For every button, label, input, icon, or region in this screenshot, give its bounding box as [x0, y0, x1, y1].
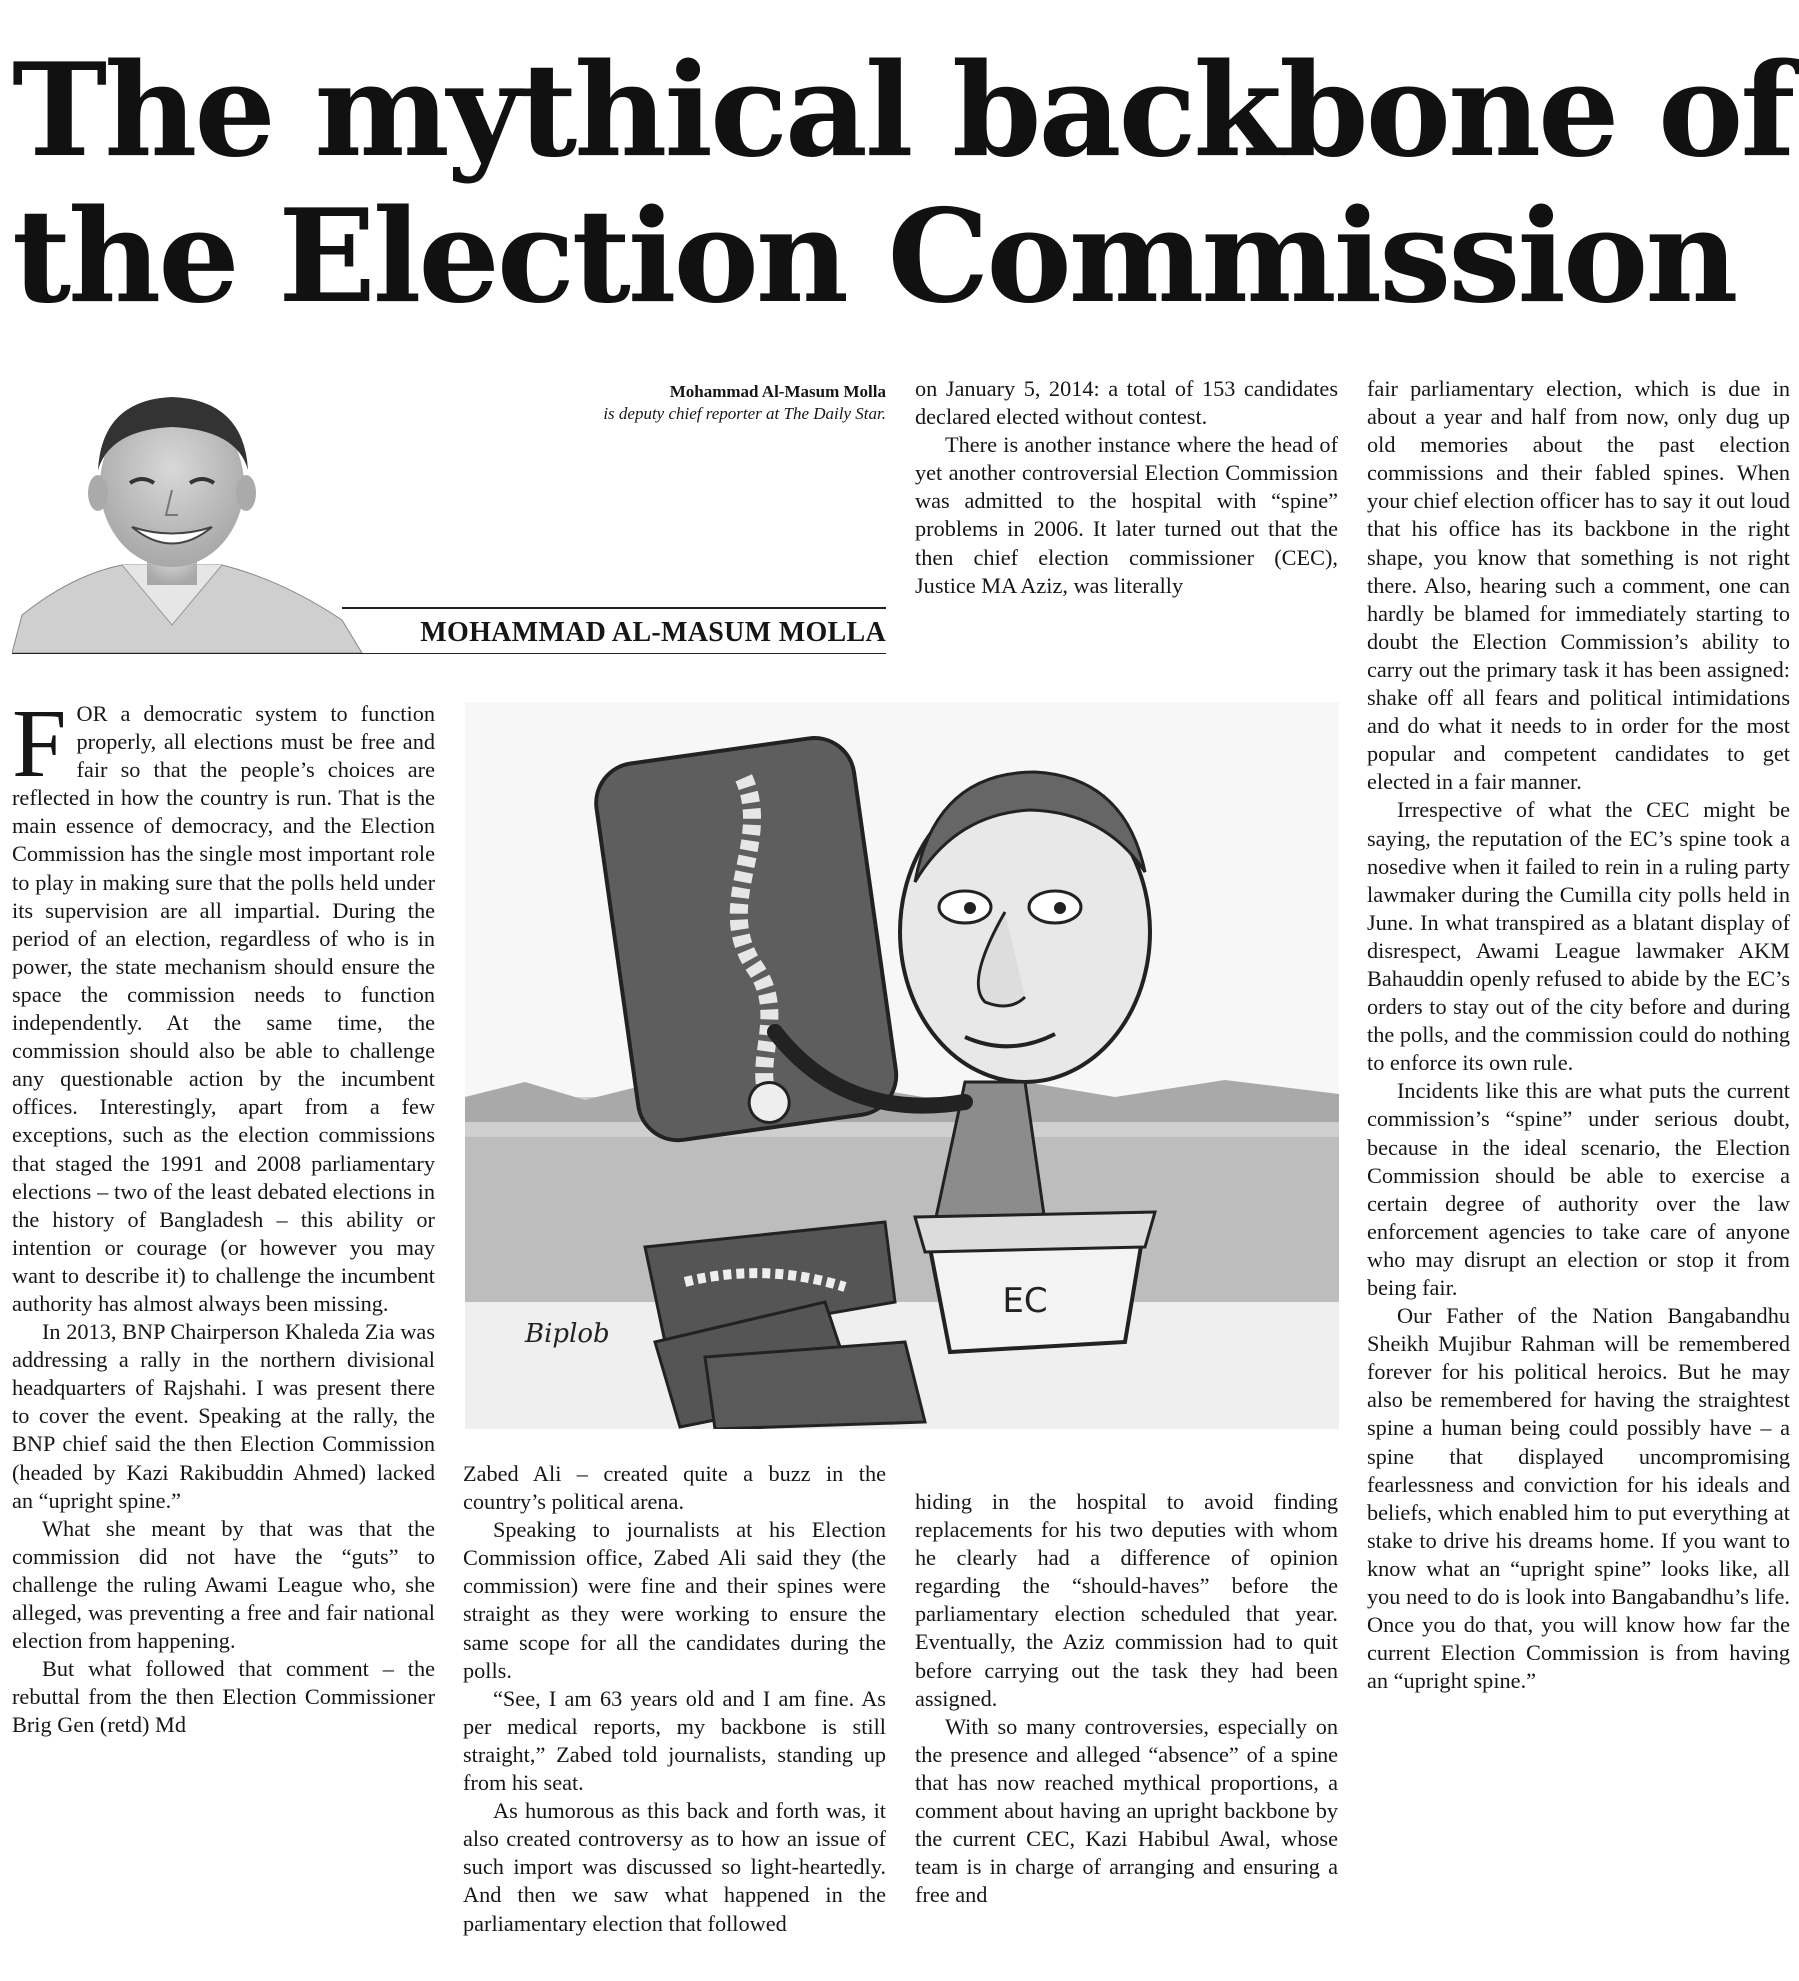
headline	[12, 38, 1792, 330]
author-portrait	[12, 375, 372, 653]
column-3-bottom	[915, 1488, 1338, 1909]
ballot-box-label: EC	[1002, 1281, 1048, 1321]
author-description: is deputy chief reporter at The Daily Star.	[603, 404, 886, 423]
paragraph: Zabed Ali – created quite a buzz in the country’s political arena.	[463, 1461, 886, 1515]
author-name: Mohammad Al-Masum Molla	[669, 382, 886, 401]
column-2	[463, 1460, 886, 1938]
caricature-head	[900, 772, 1150, 1082]
author-block	[12, 375, 886, 655]
paragraph: on January 5, 2014: a total of 153 candidates declared elected without contest.	[915, 376, 1338, 430]
headline-line-2: the Election Commission	[12, 182, 1736, 332]
paragraph: Our Father of the Nation Bangabandhu Sheikh Mujibur Rahman will be remembered forever for his political heroics. But he may also be remembered for having the straightest spine a human being could possibly have – a spine that displayed uncompromising fearlessness and conviction for his ideals and beliefs, which enabled him to put everything at stake to drive his dreams home. If you want to know what an “upright spine” looks like, all you need to do is look into Bangabandhu’s life. Once you do that, you will know how far the current Election Commission is from having an “upright spine.”	[1367, 1303, 1790, 1694]
paragraph: Incidents like this are what puts the current commission’s “spine” under serious doubt, because in the ideal scenario, the Election Commission should be able to exercise a certain degree of authority over the law enforcement agencies to take care of anyone who may disrupt an election or stop it from being fair.	[1367, 1078, 1790, 1300]
column-4	[1367, 375, 1790, 1695]
paragraph: “See, I am 63 years old and I am fine. As per medical reports, my backbone is still straight,” Zabed told journalists, standing up from his seat.	[463, 1685, 886, 1796]
headline-line-1: The mythical backbone of	[12, 36, 1793, 186]
editorial-cartoon	[465, 702, 1339, 1429]
paragraph: hiding in the hospital to avoid finding replacements for his two deputies with whom he clearly had a difference of opinion regarding the “should-haves” before the parliamentary election scheduled that year. Eventually, the Aziz commission had to quit before carrying out the task they had been assigned.	[915, 1489, 1338, 1711]
paragraph: What she meant by that was that the commission did not have the “guts” to challenge the ruling Awami League who, she alleged, was preventing a free and fair national election from happening.	[12, 1515, 435, 1654]
byline-divider	[12, 653, 886, 654]
xray-board	[591, 733, 901, 1145]
dropcap: F	[12, 690, 67, 798]
paragraph: With so many controversies, especially on the presence and alleged “absence” of a spine that has now reached mythical proportions, a comment about having an upright backbone by the current CEC, Kazi Habibul Awal, whose team is in charge of arranging and ensuring a free and	[915, 1713, 1338, 1908]
byline-rule	[342, 607, 886, 609]
paragraph: There is another instance where the head of yet another controversial Election Commission was admitted to the hospital with “spine” problems in 2006. It later turned out that the then chief election commissioner (CEC), Justice MA Aziz, was literally	[915, 432, 1338, 598]
paragraph	[12, 690, 435, 1318]
paragraph: Irrespective of what the CEC might be saying, the reputation of the EC’s spine took a nosedive when it failed to rein in a ruling party lawmaker during the Cumilla city polls held in June. In what transpired as a blatant display of disrespect, Awami League lawmaker AKM Bahauddin openly refused to abide by the EC’s orders to stay out of the city before and during the polls, and the commission could do nothing to enforce its own rule.	[1367, 797, 1790, 1076]
paragraph-text: OR a democratic system to function properly, all elections must be free and fair so that the people’s choices are reflected in how the country is run. That is the main essence of democracy, and the Election Commission has the single most important role to play in making sure that the polls held under its supervision are all impartial. During the period of an election, regardless of who is in power, the state mechanism should ensure the space the commission needs to function independently. At the same time, the commission should also be able to challenge any questionable action by the incumbent offices. Interestingly, apart from a few exceptions, such as the election commissions that staged the 1991 and 2008 parliamentary elections – two of the least debated elections in the history of Bangladesh – this ability or intention or courage (or however you may want to describe it) to challenge the incumbent authority has almost always been missing.	[12, 701, 435, 1316]
paragraph: In 2013, BNP Chairperson Khaleda Zia was addressing a rally in the northern divisional headquarters of Rajshahi. I was present there to cover the event. Speaking at the rally, the BNP chief said the then Election Commission (headed by Kazi Rakibuddin Ahmed) lacked an “upright spine.”	[12, 1319, 435, 1513]
ballot-box	[915, 1212, 1155, 1352]
paragraph: But what followed that comment – the rebuttal from the then Election Commissioner Brig Gen (retd) Md	[12, 1656, 435, 1738]
byline: MOHAMMAD AL-MASUM MOLLA	[420, 617, 886, 648]
paragraph: Speaking to journalists at his Election Commission office, Zabed Ali said they (the commission) were fine and their spines were straight as they were working to ensure the same scope for all the candidates during the polls.	[463, 1517, 886, 1683]
paragraph: As humorous as this back and forth was, it also created controversy as to how an issue of such import was discussed so light-heartedly. And then we saw what happened in the parliamentary election that followed	[463, 1798, 886, 1936]
paragraph: fair parliamentary election, which is due in about a year and half from now, only dug up old memories about the past election commissions and their fabled spines. When your chief election officer has to say it out loud that his office has its backbone in the right shape, you know that something is not right there. Also, hearing such a comment, one can hardly be blamed for immediately starting to doubt the Election Commission’s ability to carry out the primary task it has been assigned: shake off all fears and political intimidations and do what it needs to in order for the most popular and competent candidates to get elected in a fair manner.	[1367, 376, 1790, 795]
column-3-top	[915, 375, 1338, 600]
column-1	[12, 690, 435, 1739]
author-note	[586, 381, 886, 425]
cartoonist-signature: Biplob	[525, 1319, 610, 1349]
